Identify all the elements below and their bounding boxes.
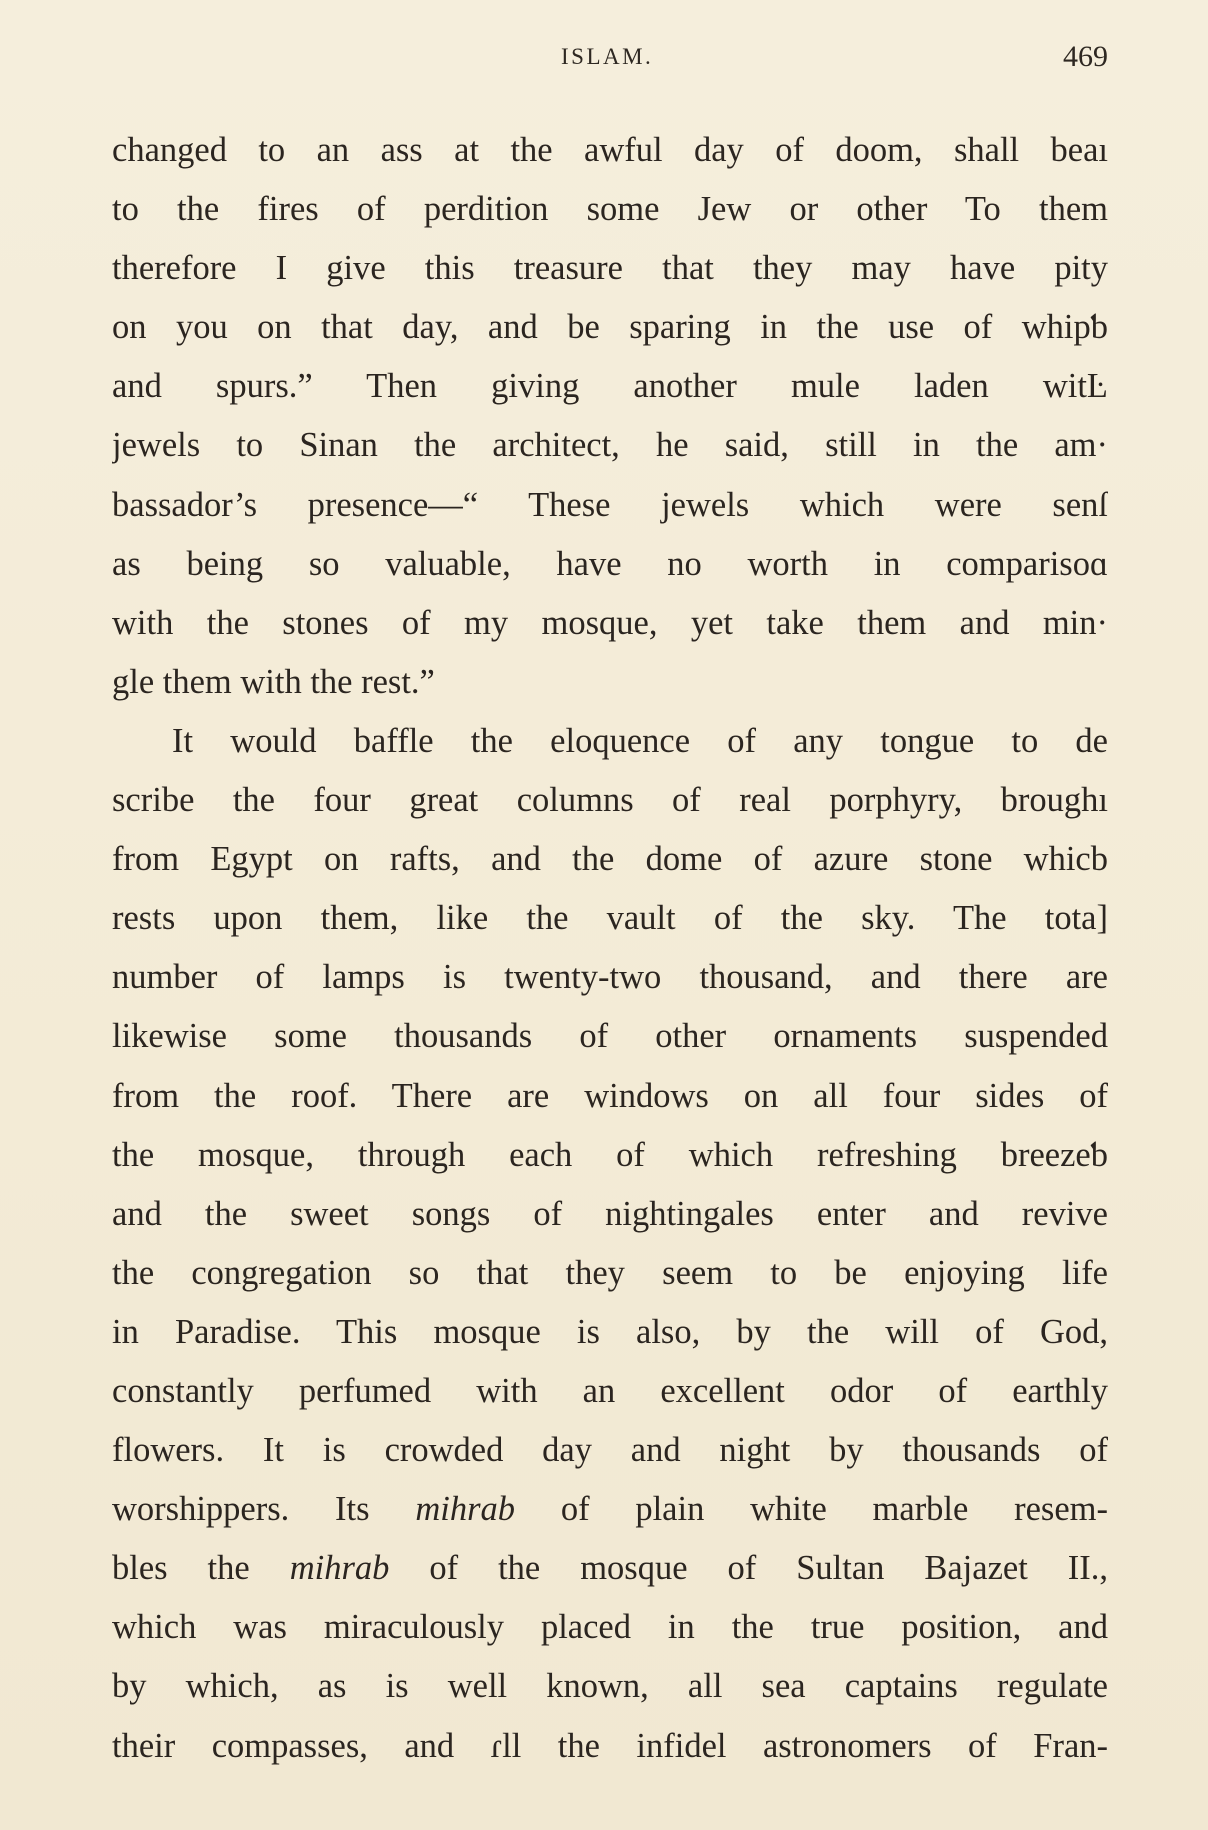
text-line: from Egypt on rafts, and the dome of azure stone whicb bbox=[112, 840, 1108, 879]
text-line: and the sweet songs of nightingales enter and revive bbox=[112, 1194, 1108, 1233]
italic-term-mihrab: mihrab bbox=[415, 1490, 516, 1529]
text-line: bassador’s presence—“ These jewels which were senſ bbox=[112, 485, 1108, 524]
page-number: 469 bbox=[1063, 40, 1108, 73]
text-line-with-italic bbox=[112, 1539, 1108, 1598]
text-run: worshippers. Its bbox=[112, 1490, 416, 1529]
text-line: jewels to Sinan the architect, he said, still in the am· bbox=[112, 426, 1108, 465]
text-line: likewise some thousands of other ornaments suspended bbox=[112, 1017, 1108, 1056]
text-line: on you on that day, and be sparing in the use of whipƅ bbox=[112, 308, 1108, 347]
text-run: of the mosque of Sultan Bajazet II., bbox=[389, 1549, 1108, 1588]
text-line: by which, as is well known, all sea captains regulate bbox=[112, 1667, 1108, 1706]
text-line: and spurs.” Then giving another mule laden witĿ bbox=[112, 367, 1108, 406]
text-run: bles the bbox=[112, 1549, 290, 1588]
text-line: constantly perfumed with an excellent odor of earthly bbox=[112, 1371, 1108, 1410]
text-line: from the roof. There are windows on all four sides of bbox=[112, 1076, 1108, 1115]
italic-term-mihrab: mihrab bbox=[289, 1549, 390, 1588]
text-line: to the fires of perdition some Jew or other To them bbox=[112, 190, 1108, 229]
text-line: gle them with the rest.” bbox=[112, 662, 435, 701]
text-line: their compasses, and ɾll the infidel astronomers of Fran- bbox=[112, 1726, 1108, 1765]
text-line: scribe the four great columns of real porphyry, broughı bbox=[112, 781, 1108, 820]
text-line-with-italic bbox=[112, 1480, 1108, 1539]
running-title: ISLAM. bbox=[561, 44, 654, 69]
text-line: in Paradise. This mosque is also, by the will of God, bbox=[112, 1312, 1108, 1351]
running-head bbox=[0, 40, 1208, 80]
text-line: the mosque, through each of which refreshing breezeƅ bbox=[112, 1135, 1108, 1174]
paragraph-first-line: It would baffle the eloquence of any tongue to de bbox=[172, 721, 1108, 760]
text-line: flowers. It is crowded day and night by thousands of bbox=[112, 1431, 1108, 1470]
text-line: which was miraculously placed in the true position, and bbox=[112, 1608, 1108, 1647]
text-run: of plain white marble resem- bbox=[515, 1490, 1108, 1529]
text-line: rests upon them, like the vault of the sky. The tota] bbox=[112, 899, 1108, 938]
text-line: the congregation so that they seem to be enjoying life bbox=[112, 1253, 1108, 1292]
body-text bbox=[112, 121, 1108, 1776]
text-line: therefore I give this treasure that they may have pity bbox=[112, 249, 1108, 288]
text-line: changed to an ass at the awful day of doom, shall beaı bbox=[112, 131, 1108, 169]
text-line: number of lamps is twenty-two thousand, and there are bbox=[112, 958, 1108, 997]
text-line: with the stones of my mosque, yet take them and min· bbox=[112, 603, 1108, 642]
text-line: as being so valuable, have no worth in comparisoɑ bbox=[112, 544, 1108, 583]
